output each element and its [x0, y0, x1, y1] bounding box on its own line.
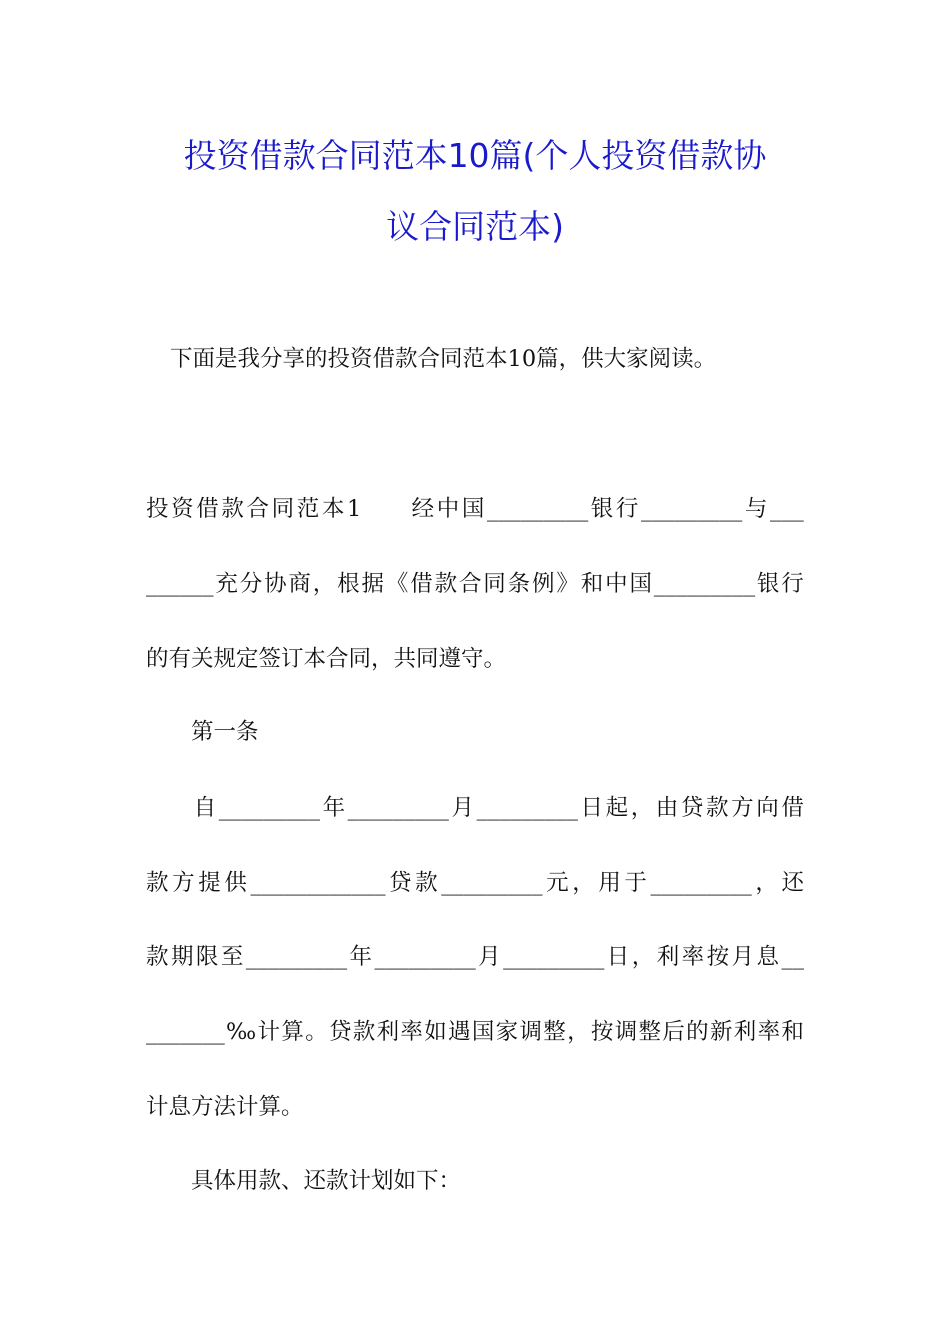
- body-line: 计息方法计算。: [146, 1094, 304, 1120]
- text-glyph: 借: [410, 571, 433, 597]
- text-glyph: 由: [655, 795, 679, 821]
- text-glyph: 月: [731, 944, 755, 970]
- text-glyph: 起: [605, 795, 629, 821]
- text-glyph: 方: [731, 795, 754, 821]
- text-glyph: 日: [606, 944, 630, 970]
- text-glyph: 用: [598, 870, 621, 896]
- text-glyph: 行: [615, 496, 639, 522]
- text-glyph: 分: [239, 571, 263, 597]
- text-glyph: ______: [146, 571, 214, 597]
- text-glyph: _________: [486, 496, 589, 522]
- text-glyph: 据: [361, 571, 385, 597]
- text-glyph: 款: [221, 496, 244, 522]
- text-glyph: 月: [478, 944, 501, 970]
- text-glyph: __: [781, 944, 804, 970]
- text-glyph: 1: [347, 496, 362, 522]
- text-glyph: 提: [198, 870, 221, 896]
- text-glyph: 银: [756, 571, 780, 597]
- text-glyph: 合: [246, 496, 270, 522]
- text-glyph: 《: [385, 571, 409, 597]
- text-glyph: _________: [374, 944, 476, 970]
- text-glyph: [146, 793, 191, 823]
- text-glyph: 至: [220, 944, 244, 970]
- text-glyph: 根: [337, 571, 360, 597]
- text-glyph: 利: [733, 1019, 757, 1045]
- text-glyph: 于: [624, 870, 647, 896]
- text-glyph: 款: [415, 870, 438, 896]
- body-line: [146, 868, 804, 898]
- text-glyph: 款: [434, 571, 458, 597]
- text-glyph: _________: [503, 944, 605, 970]
- text-glyph: 国: [629, 571, 652, 597]
- text-glyph: 本: [321, 496, 345, 522]
- text-glyph: 协: [264, 571, 287, 597]
- text-glyph: 供: [224, 870, 247, 896]
- text-glyph: 自: [193, 795, 217, 821]
- text-glyph: 贷: [680, 795, 704, 821]
- text-glyph: 》: [556, 571, 579, 597]
- text-glyph: ，: [567, 1019, 590, 1045]
- body-line: [146, 494, 804, 524]
- text-glyph: 款: [352, 1019, 376, 1045]
- text-glyph: 贷: [389, 870, 412, 896]
- text-glyph: 方: [172, 870, 195, 896]
- text-glyph: 率: [681, 944, 705, 970]
- text-glyph: 按: [590, 1019, 614, 1045]
- text-glyph: 限: [195, 944, 219, 970]
- text-glyph: 条: [507, 571, 531, 597]
- text-glyph: _________: [218, 795, 320, 821]
- text-glyph: _________: [476, 795, 578, 821]
- body-line: 的有关规定签订本合同，共同遵守。: [146, 646, 507, 672]
- text-glyph: _________: [441, 870, 543, 896]
- text-glyph: 息: [756, 944, 780, 970]
- text-glyph: 月: [451, 795, 475, 821]
- text-glyph: 充: [215, 571, 238, 597]
- text-glyph: 与: [744, 496, 768, 522]
- text-glyph: ，: [572, 870, 595, 896]
- text-glyph: _________: [347, 795, 449, 821]
- text-glyph: 资: [171, 496, 194, 522]
- text-glyph: ___: [770, 496, 804, 522]
- text-glyph: 行: [781, 571, 804, 597]
- text-glyph: 款: [146, 870, 169, 896]
- text-glyph: 中: [436, 496, 460, 522]
- text-glyph: ____________: [250, 870, 386, 896]
- text-glyph: ，: [630, 795, 654, 821]
- text-glyph: 日: [580, 795, 603, 821]
- text-glyph: 还: [781, 870, 804, 896]
- text-glyph: 款: [146, 944, 169, 970]
- text-glyph: 。: [305, 1019, 328, 1045]
- text-glyph: 国: [471, 1019, 495, 1045]
- text-glyph: _________: [653, 571, 756, 597]
- body-line: [146, 1017, 804, 1047]
- text-glyph: 贷: [328, 1019, 352, 1045]
- text-glyph: 银: [590, 496, 614, 522]
- text-glyph: 按: [706, 944, 730, 970]
- body-line: 具体用款、还款计划如下：: [146, 1168, 462, 1194]
- text-glyph: 经: [411, 496, 435, 522]
- text-glyph: 期: [170, 944, 194, 970]
- text-glyph: 投: [146, 496, 169, 522]
- text-glyph: 同: [271, 496, 295, 522]
- text-glyph: _________: [641, 496, 743, 522]
- body-line: [146, 569, 804, 599]
- text-glyph: 年: [349, 944, 373, 970]
- text-glyph: 率: [400, 1019, 423, 1045]
- text-glyph: 中: [605, 571, 628, 597]
- text-glyph: 算: [281, 1019, 304, 1045]
- text-glyph: 向: [756, 795, 779, 821]
- text-glyph: ‰: [226, 1019, 257, 1045]
- document-title-line-1: 投资借款合同范本10篇(个人投资借款协: [183, 136, 767, 175]
- text-glyph: 和: [781, 1019, 804, 1045]
- text-glyph: 后: [662, 1019, 685, 1045]
- text-glyph: 如: [424, 1019, 447, 1045]
- text-glyph: 遇: [448, 1019, 471, 1045]
- text-glyph: ，: [312, 571, 336, 597]
- text-glyph: _________: [650, 870, 752, 896]
- text-glyph: 年: [322, 795, 346, 821]
- text-glyph: 调: [519, 1019, 542, 1045]
- text-glyph: _______: [146, 1019, 225, 1045]
- text-glyph: 整: [543, 1019, 566, 1045]
- document-title-line-2: 议合同范本): [386, 207, 564, 246]
- body-line: [146, 793, 804, 823]
- text-glyph: _________: [245, 944, 348, 970]
- text-glyph: 借: [196, 496, 219, 522]
- text-glyph: 借: [781, 795, 804, 821]
- text-glyph: 元: [546, 870, 569, 896]
- text-glyph: 的: [686, 1019, 709, 1045]
- text-glyph: 率: [757, 1019, 781, 1045]
- text-glyph: 例: [532, 571, 555, 597]
- body-line: [146, 942, 804, 972]
- intro-paragraph: 下面是我分享的投资借款合同范本10篇，供大家阅读。: [170, 346, 717, 372]
- text-glyph: 合: [458, 571, 482, 597]
- text-glyph: 整: [638, 1019, 662, 1045]
- text-glyph: 款: [706, 795, 729, 821]
- text-glyph: 计: [257, 1019, 281, 1045]
- text-glyph: 新: [709, 1019, 733, 1045]
- text-glyph: ，: [755, 870, 778, 896]
- text-glyph: 家: [495, 1019, 519, 1045]
- text-glyph: 和: [580, 571, 604, 597]
- text-glyph: 利: [376, 1019, 400, 1045]
- text-glyph: 同: [483, 571, 506, 597]
- article-heading: 第一条: [146, 719, 259, 745]
- text-glyph: ，: [631, 944, 655, 970]
- text-glyph: 调: [614, 1019, 638, 1045]
- text-glyph: 国: [461, 496, 485, 522]
- text-glyph: [364, 494, 409, 524]
- text-glyph: 范: [296, 496, 320, 522]
- text-glyph: 利: [656, 944, 680, 970]
- text-glyph: 商: [288, 571, 311, 597]
